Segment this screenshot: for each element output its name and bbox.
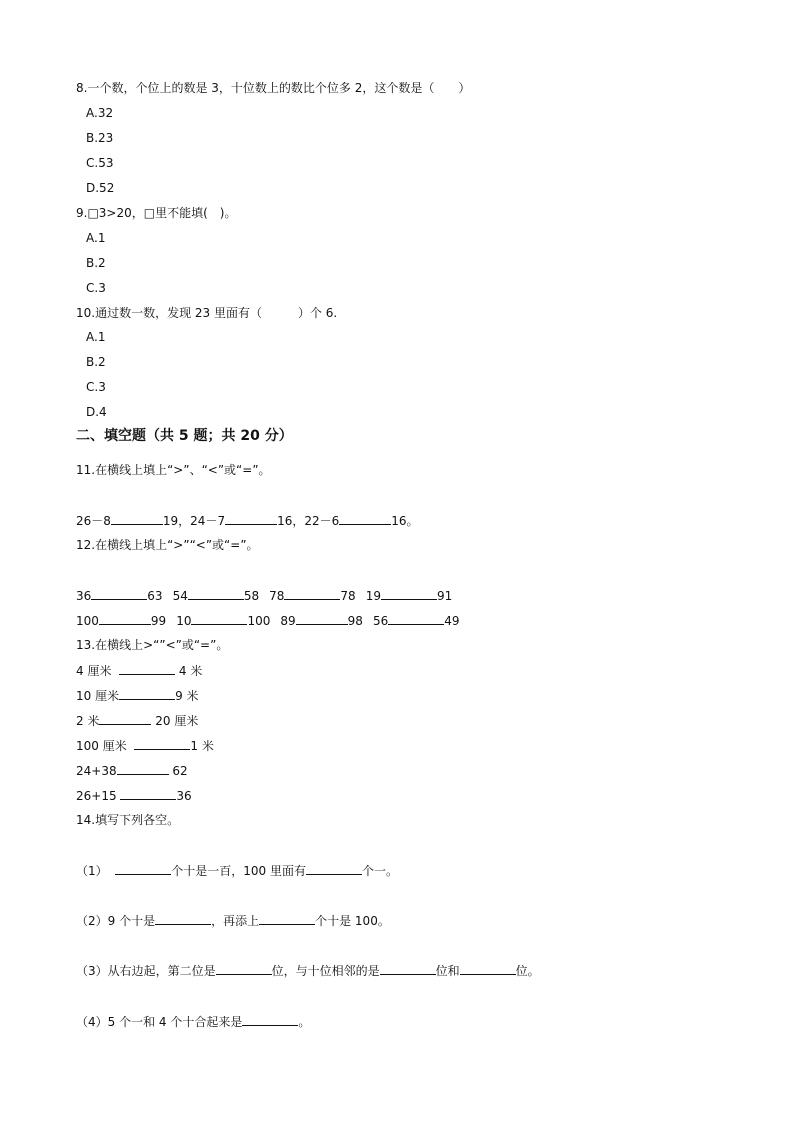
question-14-part-1: （1） 个十是一百，100 里面有 个一。 <box>76 864 399 878</box>
comparison-row: 24+38 62 <box>76 764 188 778</box>
option-c: C.3 <box>86 380 106 394</box>
answer-blank[interactable] <box>284 587 340 600</box>
answer-blank[interactable] <box>216 962 272 975</box>
question-11-stem: 11.在横线上填上“>”、“<”或“=”。 <box>76 463 271 477</box>
answer-blank[interactable] <box>296 612 348 625</box>
answer-blank[interactable] <box>225 512 277 525</box>
question-10-stem: 10.通过数一数，发现 23 里面有（ ）个 6. <box>76 306 338 320</box>
question-14-part-4: （4）5 个一和 4 个十合起来是 。 <box>76 1015 311 1029</box>
option-a: A.32 <box>86 106 114 120</box>
answer-blank[interactable] <box>119 687 175 700</box>
answer-blank[interactable] <box>111 512 163 525</box>
answer-blank[interactable] <box>380 962 436 975</box>
answer-blank[interactable] <box>134 737 190 750</box>
question-13-stem: 13.在横线上>“”<”或“=”。 <box>76 638 229 652</box>
option-b: B.23 <box>86 131 114 145</box>
answer-blank[interactable] <box>99 712 151 725</box>
option-a: A.1 <box>86 330 106 344</box>
comparison-row: 4 厘米 4 米 <box>76 664 203 678</box>
answer-blank[interactable] <box>115 862 171 875</box>
section-title: 二、填空题（共 5 题；共 20 分） <box>76 428 293 444</box>
comparison-row: 2 米 20 厘米 <box>76 714 199 728</box>
option-b: B.2 <box>86 256 106 270</box>
answer-blank[interactable] <box>188 587 244 600</box>
answer-blank[interactable] <box>99 612 151 625</box>
answer-blank[interactable] <box>460 962 516 975</box>
option-c: C.3 <box>86 281 106 295</box>
answer-blank[interactable] <box>242 1013 298 1026</box>
question-9-stem: 9.□3>20，□里不能填( )。 <box>76 206 237 220</box>
question-12-row-1: 36 63 54 58 78 78 19 91 <box>76 589 453 603</box>
option-d: D.4 <box>86 405 107 419</box>
question-14-part-2: （2）9 个十是 ，再添上 个十是 100。 <box>76 914 390 928</box>
question-12-row-2: 100 99 10 100 89 98 56 49 <box>76 614 460 628</box>
answer-blank[interactable] <box>91 587 147 600</box>
question-8-stem: 8.一个数，个位上的数是 3，十位数上的数比个位多 2，这个数是（ ） <box>76 81 471 95</box>
question-14-stem: 14.填写下列各空。 <box>76 813 180 827</box>
question-14-part-3: （3）从右边起，第二位是 位，与十位相邻的是 位和 位。 <box>76 964 540 978</box>
comparison-row: 10 厘米 9 米 <box>76 689 199 703</box>
answer-blank[interactable] <box>339 512 391 525</box>
option-b: B.2 <box>86 355 106 369</box>
answer-blank[interactable] <box>388 612 444 625</box>
option-c: C.53 <box>86 156 114 170</box>
answer-blank[interactable] <box>120 787 176 800</box>
answer-blank[interactable] <box>259 912 315 925</box>
answer-blank[interactable] <box>117 762 169 775</box>
answer-blank[interactable] <box>191 612 247 625</box>
answer-blank[interactable] <box>381 587 437 600</box>
answer-blank[interactable] <box>306 862 362 875</box>
option-a: A.1 <box>86 231 106 245</box>
answer-blank[interactable] <box>155 912 211 925</box>
question-12-stem: 12.在横线上填上“>”“<”或“=”。 <box>76 538 259 552</box>
option-d: D.52 <box>86 181 115 195</box>
comparison-row: 100 厘米 1 米 <box>76 739 214 753</box>
comparison-row: 26+15 36 <box>76 789 192 803</box>
answer-blank[interactable] <box>119 662 175 675</box>
question-11-items: 26－8 19，24－7 16，22－6 16。 <box>76 514 419 528</box>
